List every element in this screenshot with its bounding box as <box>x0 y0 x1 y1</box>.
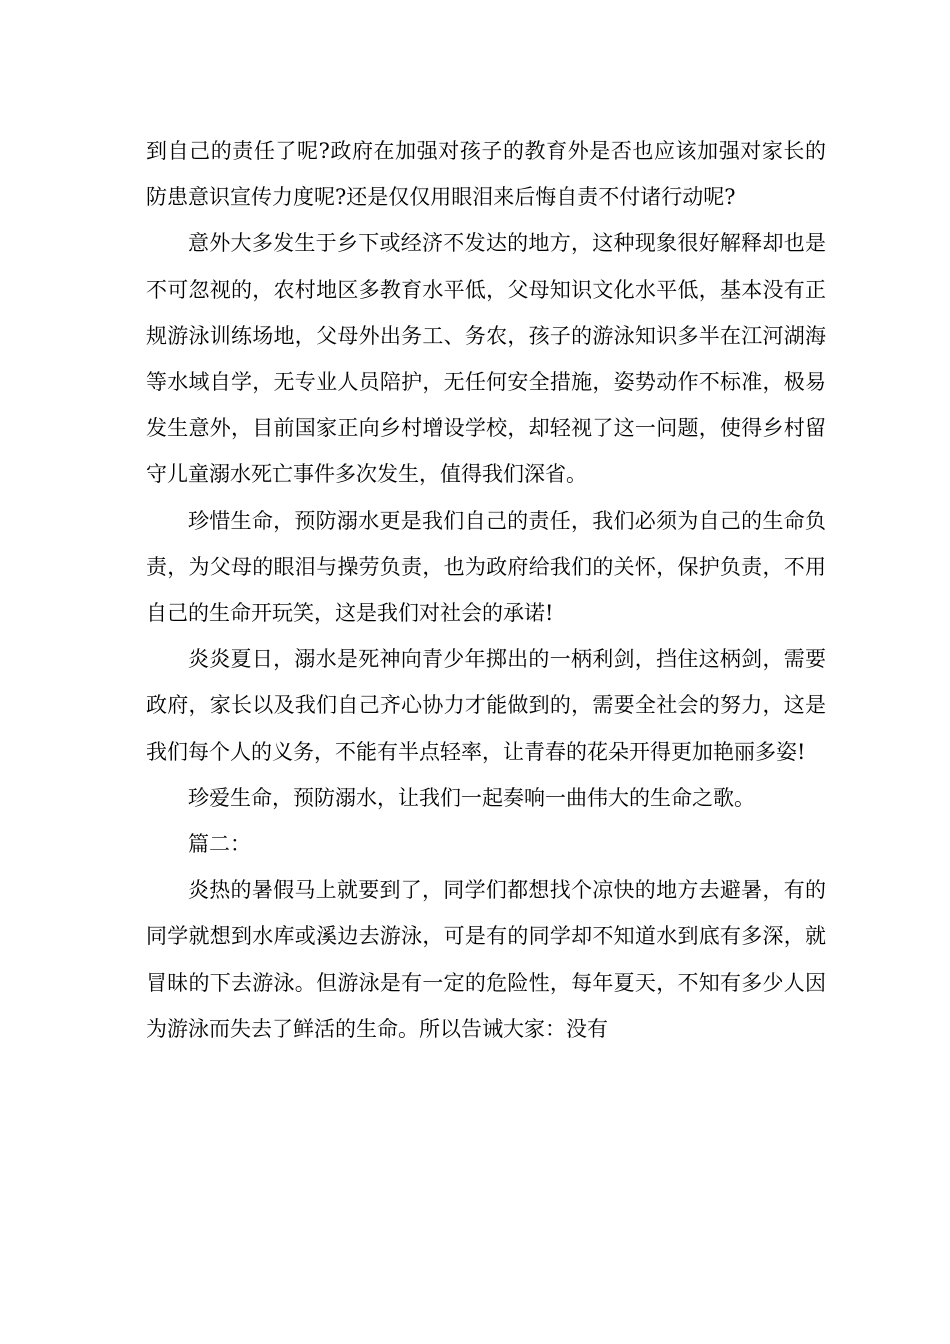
section-heading-part-two: 篇二： <box>188 832 251 857</box>
paragraph-continuation: 到自己的责任了呢?政府在加强对孩子的教育外是否也应该加强对家长的防患意识宣传力度呢?还是仅仅用眼泪来后悔自责不付诸行动呢? <box>146 139 826 210</box>
paragraph-rural-accidents: 意外大多发生于乡下或经济不发达的地方，这种现象很好解释却也是不可忽视的，农村地区多教育水平低，父母知识文化水平低，基本没有正规游泳训练场地，父母外出务工、务农，孩子的游泳知识多半在江河湖海等水域自学，无专业人员陪护，无任何安全措施，姿势动作不标准，极易发生意外，目前国家正向乡村增设学校，却轻视了这一问题，使得乡村留守儿童溺水死亡事件多次发生，值得我们深省。 <box>146 231 826 487</box>
paragraph-summer-warning: 炎炎夏日，溺水是死神向青少年掷出的一柄利剑，挡住这柄剑，需要政府，家长以及我们自己齐心协力才能做到的，需要全社会的努力，这是我们每个人的义务，不能有半点轻率，让青春的花朵开得更加艳丽多姿! <box>146 647 826 764</box>
paragraph-part-two-intro: 炎热的暑假马上就要到了，同学们都想找个凉快的地方去避暑，有的同学就想到水库或溪边去游泳，可是有的同学却不知道水到底有多深，就冒昧的下去游泳。但游泳是有一定的危险性，每年夏天，不知有多少人因为游泳而失去了鲜活的生命。所以告诫大家：没有 <box>146 878 826 1041</box>
paragraph-closing-slogan: 珍爱生命，预防溺水，让我们一起奏响一曲伟大的生命之歌。 <box>188 785 755 810</box>
document-page <box>146 128 826 1052</box>
paragraph-self-responsibility: 珍惜生命，预防溺水更是我们自己的责任，我们必须为自己的生命负责，为父母的眼泪与操劳负责，也为政府给我们的关怀，保护负责，不用自己的生命开玩笑，这是我们对社会的承诺! <box>146 508 826 626</box>
